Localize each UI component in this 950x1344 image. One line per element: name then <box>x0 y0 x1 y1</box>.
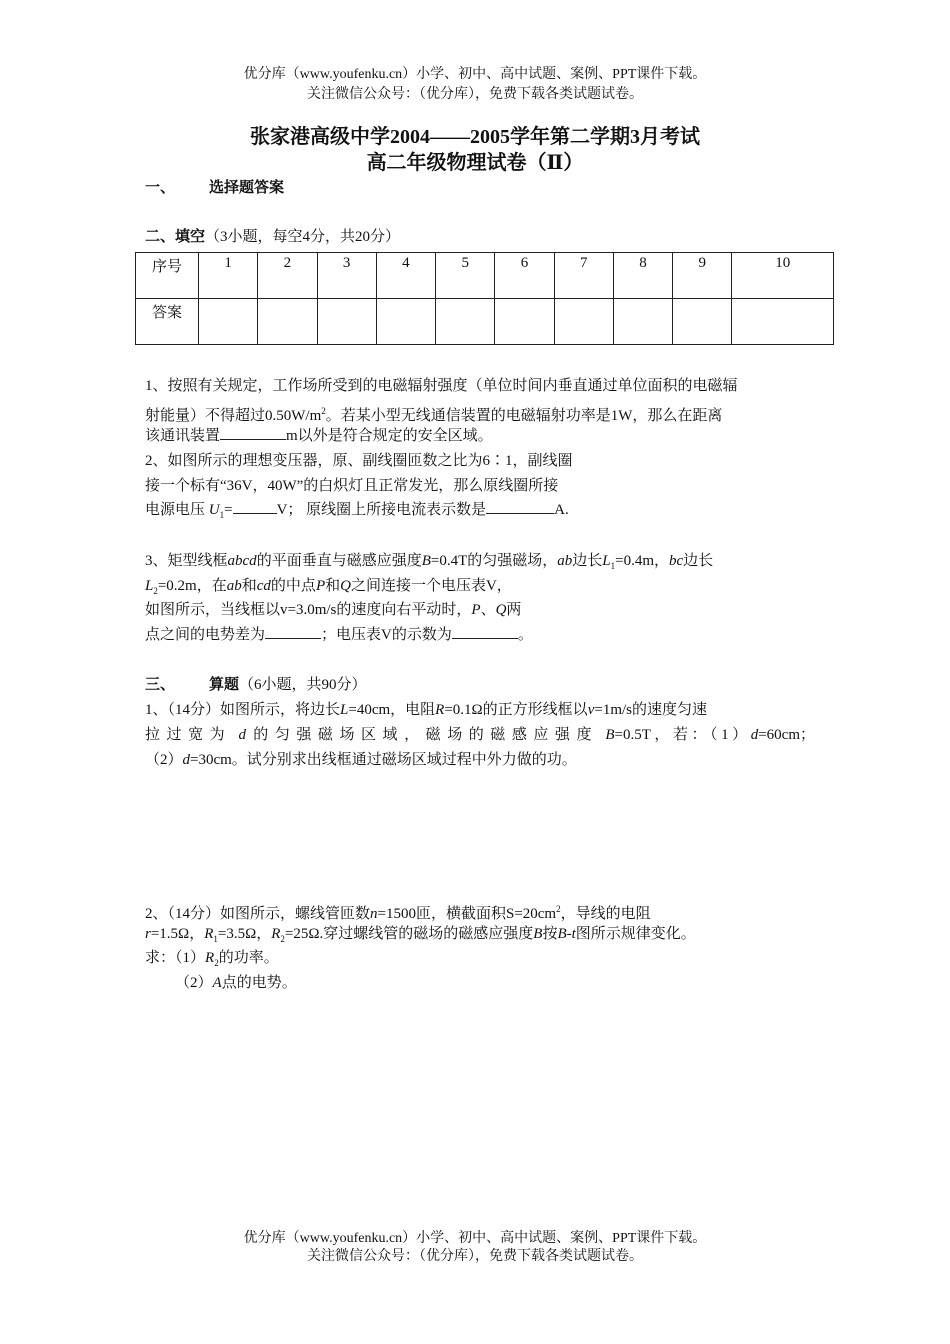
answer-cell <box>317 299 376 345</box>
calc-q1-line-3 <box>145 750 815 770</box>
text: =0.4T的匀强磁场， <box>430 553 558 569</box>
text: 边长 <box>683 553 714 569</box>
text: 。若某小型无线通信装置的电磁辐射功率是1W，那么在距离 <box>325 408 723 424</box>
text: =60cm； <box>758 727 815 743</box>
text: 3、矩型线框 <box>145 553 228 569</box>
subscript: 2 <box>214 958 219 968</box>
symbol: R <box>435 702 445 718</box>
text: 点之间的电势差为 <box>145 627 266 643</box>
text: 、 <box>480 602 496 618</box>
symbol: d <box>182 752 191 768</box>
text: ，导线的电阻 <box>560 906 651 922</box>
symbol: n <box>370 906 378 922</box>
calc-q2-line-3 <box>145 948 815 973</box>
symbol: B <box>605 727 615 743</box>
text: 的平面垂直与磁感应强度 <box>256 553 422 569</box>
subscript: 1 <box>219 510 225 520</box>
answer-cell <box>613 299 672 345</box>
section-1-heading <box>145 178 815 198</box>
section-2-note: （3小题，每空4分，共20分） <box>205 229 401 245</box>
answer-cell <box>732 299 834 345</box>
section-1-number: 一、 <box>145 180 176 196</box>
answer-cell <box>199 299 258 345</box>
text: 射能量）不得超过0.50W/m <box>145 408 322 424</box>
calc-q1-line-2 <box>145 725 815 745</box>
fill-q2-line-3 <box>145 500 815 525</box>
text: 电源电压 <box>145 502 206 518</box>
calc-q2-line-1 <box>145 899 815 924</box>
symbol: R <box>205 950 215 966</box>
symbol: U <box>208 502 220 518</box>
symbol: ab <box>557 553 573 569</box>
text: 和 <box>325 578 341 594</box>
answer-cell <box>436 299 495 345</box>
text: （2） <box>145 752 183 768</box>
table-cell-number: 2 <box>258 253 317 299</box>
symbol: B <box>533 926 543 942</box>
section-3-label: 算题 <box>209 677 240 693</box>
table-cell-number: 8 <box>613 253 672 299</box>
table-cell-number: 10 <box>732 253 834 299</box>
text: =1m/s的速度匀速 <box>594 702 707 718</box>
fill-q1-line-3 <box>145 426 815 446</box>
text: =3.5Ω， <box>217 926 272 942</box>
text: 两 <box>506 602 522 618</box>
section-2-heading <box>145 227 815 247</box>
text: 图所示规律变化。 <box>575 926 696 942</box>
exam-subtitle: 高二年级物理试卷（Ⅱ） <box>366 152 584 174</box>
answer-cell <box>495 299 554 345</box>
symbol: r <box>145 926 151 942</box>
superscript: 2 <box>321 406 326 416</box>
exam-title: 张家港高级中学2004——2005学年第二学期3月考试 <box>250 126 700 148</box>
symbol: L <box>340 702 349 718</box>
symbol: ab <box>226 578 242 594</box>
text: 如图所示，当线框以v=3.0m/s的速度向右平动时， <box>145 602 472 618</box>
text: 的功率。 <box>218 950 279 966</box>
symbol: Q <box>495 602 507 618</box>
table-cell-number: 6 <box>495 253 554 299</box>
symbol: Q <box>340 578 351 594</box>
calc-q2-line-2 <box>145 924 815 949</box>
text: ；电压表V的示数为 <box>321 627 452 643</box>
symbol: B-t <box>557 926 576 942</box>
fill-q1-line-1: 1、按照有关规定，工作场所受到的电磁辐射强度（单位时间内垂直通过单位面积的电磁辐 <box>145 378 738 394</box>
answer-table-answer-row <box>136 299 834 345</box>
text: V； 原线圈上所接电流表示数是 <box>276 502 487 518</box>
answer-table <box>135 252 834 345</box>
text: 求：（1） <box>145 950 206 966</box>
symbol: P <box>315 578 326 594</box>
fill-q3-line-1 <box>145 551 815 576</box>
text: =0.2m，在 <box>157 578 227 594</box>
footer-line-2: 关注微信公众号：（优分库），免费下载各类试题试卷。 <box>307 1249 643 1264</box>
text: =0.4m， <box>615 553 669 569</box>
text: =0.5T，若：（1） <box>614 727 751 743</box>
superscript: 2 <box>556 904 561 914</box>
answer-blank <box>452 629 518 639</box>
text: 1、（14分）如图所示，将边长 <box>145 702 341 718</box>
footer-line-1: 优分库（www.youfenku.cn）小学、初中、高中试题、案例、PPT课件下载。 <box>243 1231 707 1246</box>
text: 拉过宽为 <box>145 727 232 743</box>
text: =1500匝，横截面积S=20cm <box>377 906 557 922</box>
symbol: R <box>204 926 214 942</box>
text: A. <box>554 502 569 518</box>
section-3-heading <box>145 675 815 695</box>
header-line-2: 关注微信公众号：（优分库），免费下载各类试题试卷。 <box>307 87 643 102</box>
fill-q3-line-4 <box>145 625 815 645</box>
text: 点的电势。 <box>221 975 297 991</box>
answer-blank <box>486 504 554 514</box>
symbol: R <box>271 926 281 942</box>
table-row-label: 序号 <box>136 253 199 299</box>
text: 边长 <box>572 553 603 569</box>
symbol: L <box>145 578 154 594</box>
answer-blank <box>265 629 321 639</box>
table-cell-number: 5 <box>436 253 495 299</box>
subscript: 2 <box>280 934 285 944</box>
text: 该通讯装置 <box>145 428 221 444</box>
table-cell-number: 4 <box>376 253 435 299</box>
text: =0.1Ω的正方形线框以 <box>444 702 588 718</box>
answer-cell <box>376 299 435 345</box>
section-3-note: （6小题，共90分） <box>239 677 367 693</box>
text: =30cm。试分别求出线框通过磁场区域过程中外力做的功。 <box>190 752 577 768</box>
text: 的匀强磁场区域，磁场的磁感应强度 <box>253 727 599 743</box>
section-1-label: 选择题答案 <box>209 180 285 196</box>
text: （2） <box>175 975 213 991</box>
symbol: P <box>471 602 481 618</box>
fill-q2-line-1: 2、如图所示的理想变压器，原、副线圈匝数之比为6∶1，副线圈 <box>145 453 573 469</box>
answer-table-header-row <box>136 253 834 299</box>
text: 按 <box>542 926 558 942</box>
table-cell-number: 3 <box>317 253 376 299</box>
symbol: A <box>212 975 222 991</box>
calc-q1-line-1 <box>145 700 815 720</box>
answer-blank <box>233 504 277 514</box>
table-cell-number: 1 <box>199 253 258 299</box>
text: =25Ω.穿过螺线管的磁场的磁感应强度 <box>284 926 534 942</box>
text: 的中点 <box>270 578 316 594</box>
answer-cell <box>673 299 732 345</box>
text: =1.5Ω， <box>150 926 205 942</box>
text: m以外是符合规定的安全区域。 <box>286 428 493 444</box>
fill-q1-line-2 <box>145 401 815 426</box>
symbol: d <box>750 727 759 743</box>
symbol: B <box>421 553 431 569</box>
text: 。 <box>517 627 533 643</box>
fill-q2-line-2: 接一个标有“36V，40W”的白炽灯且正常发光，那么原线圈所接 <box>145 478 559 494</box>
text: =40cm，电阻 <box>348 702 436 718</box>
symbol: bc <box>669 553 684 569</box>
subscript: 1 <box>610 561 616 571</box>
text: = <box>224 502 233 518</box>
answer-cell <box>258 299 317 345</box>
table-cell-number: 7 <box>554 253 613 299</box>
symbol: d <box>238 727 246 743</box>
section-2-label: 二、填空 <box>145 229 206 245</box>
calc-q2-line-4 <box>175 973 845 993</box>
fill-q3-line-3 <box>145 600 815 620</box>
symbol: abcd <box>227 553 257 569</box>
section-3-number: 三、 <box>145 677 176 693</box>
symbol: v <box>587 702 595 718</box>
text: 2、（14分）如图所示，螺线管匝数 <box>145 906 371 922</box>
text: 之间连接一个电压表V， <box>350 578 512 594</box>
symbol: L <box>602 553 611 569</box>
table-cell-number: 9 <box>673 253 732 299</box>
table-row-label: 答案 <box>136 299 199 345</box>
answer-cell <box>554 299 613 345</box>
subscript: 2 <box>153 586 158 596</box>
symbol: cd <box>256 578 271 594</box>
header-line-1: 优分库（www.youfenku.cn）小学、初中、高中试题、案例、PPT课件下载。 <box>243 67 707 82</box>
fill-q3-line-2 <box>145 576 815 601</box>
subscript: 1 <box>213 934 218 944</box>
answer-blank <box>220 430 286 440</box>
text: 和 <box>241 578 257 594</box>
